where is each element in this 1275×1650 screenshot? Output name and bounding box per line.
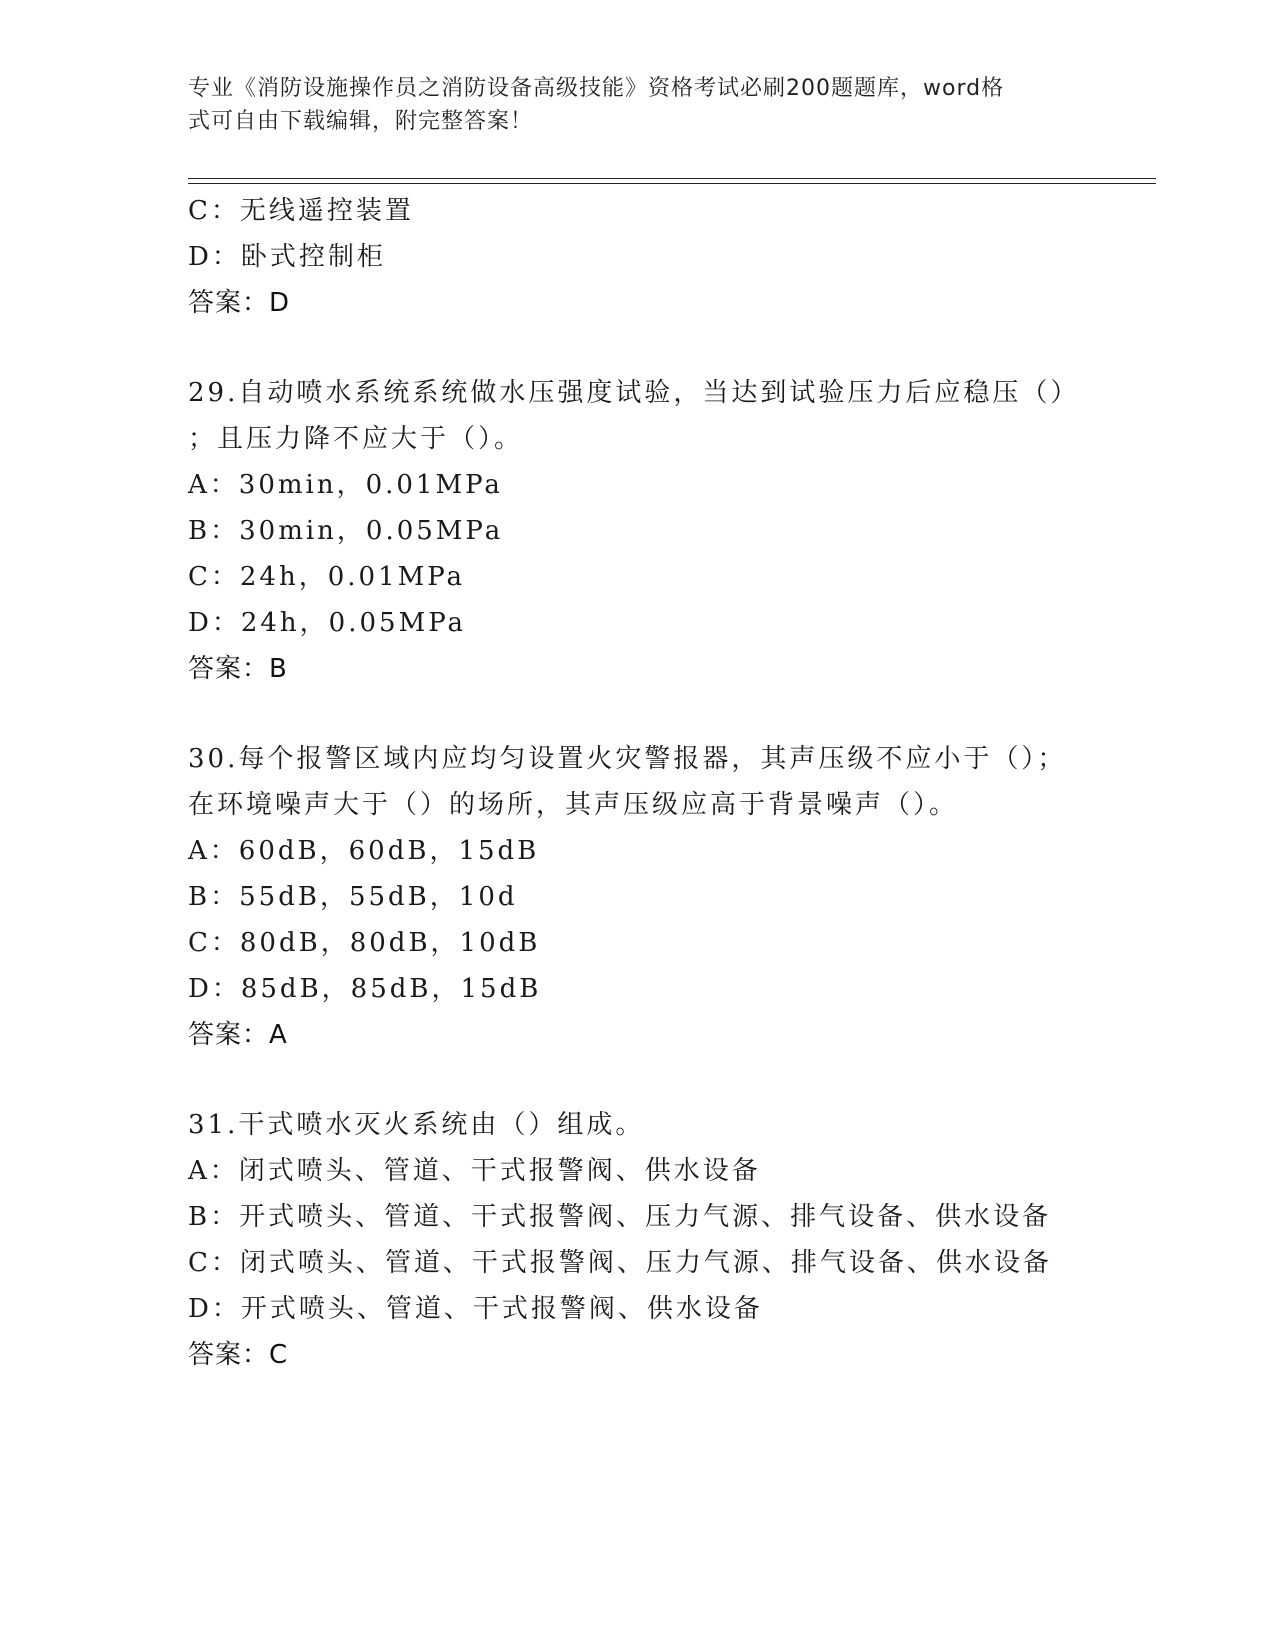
question-stem-line: 在环境噪声大于（）的场所，其声压级应高于背景噪声（）。 [188,790,959,820]
answer-line: 答案：A [188,1020,288,1050]
header-divider-top [188,178,1156,179]
option-c: C：24h，0.01MPa [188,562,466,592]
option-c: C：80dB，80dB，10dB [188,928,541,958]
option-d: D：24h，0.05MPa [188,608,467,638]
option-a: A：30min，0.01MPa [188,470,503,500]
answer-line: 答案：D [188,288,291,318]
question-28-continued [188,188,1088,326]
spacer [188,326,1088,370]
question-31 [188,1102,1088,1378]
document-header [188,72,1068,138]
header-line-2: 式可自由下载编辑，附完整答案！ [188,109,534,134]
option-d: D：卧式控制柜 [188,242,386,272]
option-d: D：开式喷头、管道、干式报警阀、供水设备 [188,1294,763,1324]
question-30 [188,736,1088,1058]
answer-line: 答案：B [188,654,288,684]
question-stem-line: 30.每个报警区域内应均匀设置火灾警报器，其声压级不应小于（）； [188,744,1067,774]
question-stem-line: 31.干式喷水灭火系统由（）组成。 [188,1110,645,1140]
option-b: B：开式喷头、管道、干式报警阀、压力气源、排气设备、供水设备 [188,1202,1052,1232]
answer-line: 答案：C [188,1340,289,1370]
question-29 [188,370,1088,692]
header-divider-bottom [188,183,1156,184]
option-b: B：30min，0.05MPa [188,516,504,546]
option-c: C：无线遥控装置 [188,196,414,226]
option-d: D：85dB，85dB，15dB [188,974,542,1004]
option-b: B：55dB，55dB，10d [188,882,518,912]
option-c: C：闭式喷头、管道、干式报警阀、压力气源、排气设备、供水设备 [188,1248,1052,1278]
option-a: A：闭式喷头、管道、干式报警阀、供水设备 [188,1156,761,1186]
question-stem-line: ；且压力降不应大于（）。 [188,424,524,454]
question-list [188,188,1088,1378]
question-stem-line: 29.自动喷水系统系统做水压强度试验，当达到试验压力后应稳压（） [188,378,1080,408]
option-a: A：60dB，60dB，15dB [188,836,540,866]
header-line-1: 专业《消防设施操作员之消防设备高级技能》资格考试必刷200题题库，word格 [188,76,1005,101]
spacer [188,692,1088,736]
spacer [188,1058,1088,1102]
